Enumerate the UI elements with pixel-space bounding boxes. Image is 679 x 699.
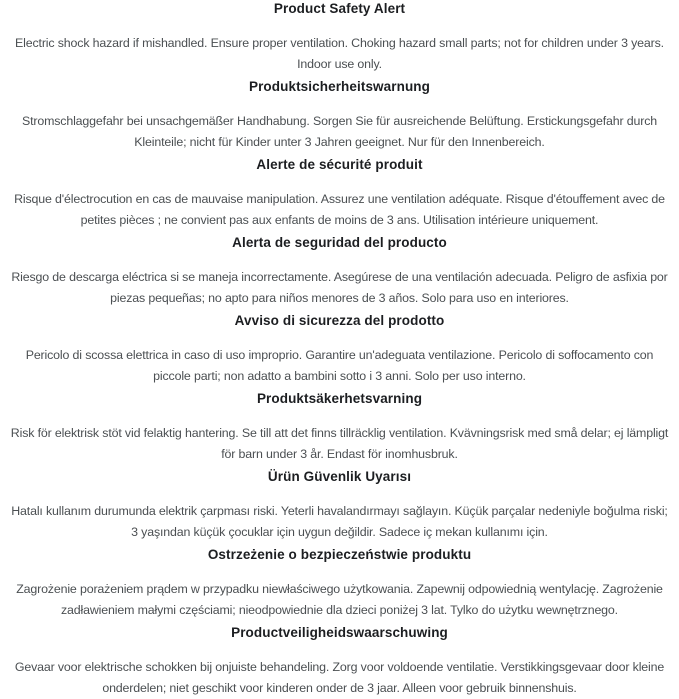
safety-alert-body-es: Riesgo de descarga eléctrica si se maneja incorrectamente. Asegúrese de una ventilación adecuada. Peligro de asfixia por piezas pequeñas; no apto para niños menores de 3 años. Solo para uso en interiores. [11,270,668,305]
safety-alert-section-it [7,313,672,387]
safety-alert-section-en [7,1,672,75]
safety-alert-heading-fr: Alerte de sécurité produit [256,157,423,172]
safety-alert-body-fr: Risque d'électrocution en cas de mauvaise manipulation. Assurez une ventilation adéquate. Risque d'étouffement avec de petites pièces ; ne convient pas aux enfants de moins de 3 ans. Utilisation intérieure uniquement. [14,192,665,227]
safety-alert-heading-sv: Produktsäkerhetsvarning [256,391,423,406]
safety-alert-heading-en: Product Safety Alert [273,1,406,16]
safety-alert-heading-nl: Productveiligheidswaarschuwing [231,625,448,640]
safety-alert-body-nl: Gevaar voor elektrische schokken bij onjuiste behandeling. Zorg voor voldoende ventilatie. Verstikkingsgevaar door kleine onderdelen; niet geschikt voor kinderen onder de 3 jaar. Alleen voor gebruik binnenshuis. [14,660,665,695]
safety-alert-section-es [7,235,672,309]
safety-alert-heading-pl: Ostrzeżenie o bezpieczeństwie produktu [207,547,472,562]
safety-alert-body-tr: Hatalı kullanım durumunda elektrik çarpması riski. Yeterli havalandırmayı sağlayın. Küçük parçalar nedeniyle boğulma riski; 3 yaşından küçük çocuklar için uygun değildir. Sadece iç mekan kullanımı için. [11,504,668,539]
safety-alert-heading-de: Produktsicherheitswarnung [248,79,431,94]
safety-alert-body-sv: Risk för elektrisk stöt vid felaktig hantering. Se till att det finns tillräcklig ventilation. Kvävningsrisk med små delar; ej lämpligt för barn under 3 år. Endast för inomhusbruk. [10,426,669,461]
safety-alert-body-en: Electric shock hazard if mishandled. Ensure proper ventilation. Choking hazard small parts; not for children under 3 years. Indoor use only. [15,36,664,71]
safety-alert-section-de [7,79,672,153]
safety-alert-section-sv [7,391,672,465]
safety-alert-body-de: Stromschlaggefahr bei unsachgemäßer Handhabung. Sorgen Sie für ausreichende Belüftung. Erstickungsgefahr durch Kleinteile; nicht für Kinder unter 3 Jahren geeignet. Nur für den Innenbereich. [21,114,658,149]
safety-alert-body-it: Pericolo di scossa elettrica in caso di uso improprio. Garantire un'adeguata ventilazione. Pericolo di soffocamento con piccole parti; non adatto a bambini sotto i 3 anni. Solo per uso interno. [25,348,654,383]
safety-alert-section-pl [7,547,672,621]
safety-alert-heading-it: Avviso di sicurezza del prodotto [234,313,445,328]
safety-alert-body-pl: Zagrożenie porażeniem prądem w przypadku niewłaściwego użytkowania. Zapewnij odpowiednią wentylację. Zagrożenie zadławieniem małymi częściami; nieodpowiednie dla dzieci poniżej 3 lat. Tylko do użytku wewnętrznego. [16,582,663,617]
safety-alert-heading-es: Alerta de seguridad del producto [232,235,447,250]
safety-alert-heading-tr: Ürün Güvenlik Uyarısı [267,469,412,484]
safety-alert-section-tr [7,469,672,543]
safety-alert-section-fr [7,157,672,231]
